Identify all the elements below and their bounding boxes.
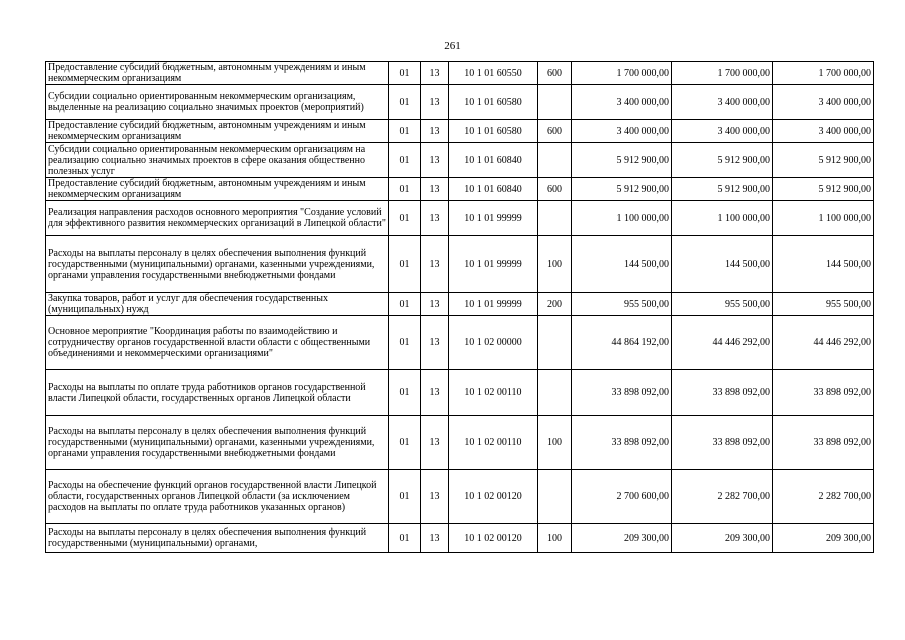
- row-amount-3-cell: 955 500,00: [773, 293, 874, 316]
- page-number: 261: [444, 40, 461, 52]
- row-section-cell: 01: [389, 316, 421, 370]
- row-subsection-cell: 13: [421, 62, 449, 85]
- row-amount-1-cell: 1 700 000,00: [572, 62, 672, 85]
- row-section-cell: 01: [389, 143, 421, 178]
- table-row: [46, 120, 874, 143]
- row-section-cell: 01: [389, 178, 421, 201]
- row-section-cell: 01: [389, 201, 421, 236]
- row-name-cell: Предоставление субсидий бюджетным, автономным учреждениям и иным некоммерческим организациям: [46, 178, 389, 201]
- row-section-cell: 01: [389, 85, 421, 120]
- row-expense-type-cell: 600: [538, 178, 572, 201]
- row-name-cell: Субсидии социально ориентированным некоммерческим организациям на реализацию социально значимых проектов в сфере оказания общественно полезных услуг: [46, 143, 389, 178]
- table-row: [46, 293, 874, 316]
- row-expense-type-cell: 200: [538, 293, 572, 316]
- row-target-article-cell: 10 1 01 60580: [449, 120, 538, 143]
- row-amount-1-cell: 33 898 092,00: [572, 416, 672, 470]
- row-name-cell: Расходы на выплаты по оплате труда работников органов государственной власти Липецкой области, государственных органов Липецкой области: [46, 370, 389, 416]
- row-section-cell: 01: [389, 293, 421, 316]
- table-row: [46, 470, 874, 524]
- row-subsection-cell: 13: [421, 524, 449, 553]
- row-amount-2-cell: 955 500,00: [672, 293, 773, 316]
- row-expense-type-cell: 100: [538, 416, 572, 470]
- row-subsection-cell: 13: [421, 293, 449, 316]
- row-expense-type-cell: [538, 370, 572, 416]
- row-amount-2-cell: 2 282 700,00: [672, 470, 773, 524]
- row-amount-3-cell: 3 400 000,00: [773, 120, 874, 143]
- row-expense-type-cell: [538, 143, 572, 178]
- row-name-cell: Расходы на обеспечение функций органов государственной власти Липецкой области, государственных органов Липецкой области (за исключением расходов на выплаты по оплате труда работников указанных органов): [46, 470, 389, 524]
- row-amount-1-cell: 5 912 900,00: [572, 178, 672, 201]
- row-amount-3-cell: 209 300,00: [773, 524, 874, 553]
- row-expense-type-cell: [538, 316, 572, 370]
- table-row: [46, 416, 874, 470]
- row-amount-1-cell: 209 300,00: [572, 524, 672, 553]
- row-amount-2-cell: 5 912 900,00: [672, 178, 773, 201]
- row-amount-3-cell: 3 400 000,00: [773, 85, 874, 120]
- row-name-cell: Предоставление субсидий бюджетным, автономным учреждениям и иным некоммерческим организациям: [46, 62, 389, 85]
- table-row: [46, 178, 874, 201]
- row-amount-2-cell: 3 400 000,00: [672, 120, 773, 143]
- row-subsection-cell: 13: [421, 470, 449, 524]
- row-expense-type-cell: 100: [538, 524, 572, 553]
- row-amount-2-cell: 5 912 900,00: [672, 143, 773, 178]
- row-target-article-cell: 10 1 01 99999: [449, 293, 538, 316]
- row-amount-3-cell: 144 500,00: [773, 236, 874, 293]
- row-target-article-cell: 10 1 01 60580: [449, 85, 538, 120]
- row-section-cell: 01: [389, 416, 421, 470]
- row-section-cell: 01: [389, 62, 421, 85]
- row-subsection-cell: 13: [421, 370, 449, 416]
- row-section-cell: 01: [389, 236, 421, 293]
- row-target-article-cell: 10 1 01 60550: [449, 62, 538, 85]
- row-amount-3-cell: 33 898 092,00: [773, 416, 874, 470]
- row-amount-1-cell: 955 500,00: [572, 293, 672, 316]
- row-target-article-cell: 10 1 02 00000: [449, 316, 538, 370]
- row-amount-2-cell: 33 898 092,00: [672, 370, 773, 416]
- row-target-article-cell: 10 1 01 99999: [449, 201, 538, 236]
- row-amount-1-cell: 144 500,00: [572, 236, 672, 293]
- row-amount-3-cell: 2 282 700,00: [773, 470, 874, 524]
- row-subsection-cell: 13: [421, 236, 449, 293]
- row-name-cell: Основное мероприятие "Координация работы по взаимодействию и сотрудничеству органов государственной власти области с общественными объединениями и некоммерческими организациями": [46, 316, 389, 370]
- row-amount-2-cell: 209 300,00: [672, 524, 773, 553]
- row-name-cell: Расходы на выплаты персоналу в целях обеспечения выполнения функций государственными (муниципальными) органами, казенными учреждениями, органами управления государственными внебюджетными фондами: [46, 236, 389, 293]
- row-expense-type-cell: [538, 85, 572, 120]
- row-subsection-cell: 13: [421, 178, 449, 201]
- row-amount-1-cell: 33 898 092,00: [572, 370, 672, 416]
- row-amount-3-cell: 33 898 092,00: [773, 370, 874, 416]
- row-amount-1-cell: 5 912 900,00: [572, 143, 672, 178]
- row-expense-type-cell: 100: [538, 236, 572, 293]
- table-row: [46, 62, 874, 85]
- row-amount-1-cell: 2 700 600,00: [572, 470, 672, 524]
- row-amount-3-cell: 1 700 000,00: [773, 62, 874, 85]
- row-target-article-cell: 10 1 01 60840: [449, 143, 538, 178]
- budget-table: [45, 61, 874, 553]
- row-target-article-cell: 10 1 02 00120: [449, 524, 538, 553]
- row-target-article-cell: 10 1 02 00110: [449, 416, 538, 470]
- row-subsection-cell: 13: [421, 416, 449, 470]
- row-amount-2-cell: 1 100 000,00: [672, 201, 773, 236]
- row-amount-2-cell: 1 700 000,00: [672, 62, 773, 85]
- row-name-cell: Реализация направления расходов основного мероприятия "Создание условий для эффективного развития некоммерческих организаций в Липецкой области": [46, 201, 389, 236]
- row-name-cell: Закупка товаров, работ и услуг для обеспечения государственных (муниципальных) нужд: [46, 293, 389, 316]
- row-name-cell: Расходы на выплаты персоналу в целях обеспечения выполнения функций государственными (муниципальными) органами,: [46, 524, 389, 553]
- table-row: [46, 316, 874, 370]
- row-amount-1-cell: 1 100 000,00: [572, 201, 672, 236]
- row-section-cell: 01: [389, 524, 421, 553]
- row-section-cell: 01: [389, 370, 421, 416]
- row-subsection-cell: 13: [421, 316, 449, 370]
- row-name-cell: Субсидии социально ориентированным некоммерческим организациям, выделенные на реализацию социально значимых проектов (мероприятий): [46, 85, 389, 120]
- row-subsection-cell: 13: [421, 201, 449, 236]
- row-name-cell: Расходы на выплаты персоналу в целях обеспечения выполнения функций государственными (муниципальными) органами, казенными учреждениями, органами управления государственными внебюджетными фондами: [46, 416, 389, 470]
- row-subsection-cell: 13: [421, 143, 449, 178]
- row-expense-type-cell: [538, 470, 572, 524]
- row-subsection-cell: 13: [421, 85, 449, 120]
- row-amount-2-cell: 44 446 292,00: [672, 316, 773, 370]
- row-amount-2-cell: 3 400 000,00: [672, 85, 773, 120]
- table-row: [46, 370, 874, 416]
- row-section-cell: 01: [389, 120, 421, 143]
- row-target-article-cell: 10 1 01 99999: [449, 236, 538, 293]
- table-row: [46, 85, 874, 120]
- table-row: [46, 524, 874, 553]
- row-amount-2-cell: 33 898 092,00: [672, 416, 773, 470]
- row-amount-1-cell: 3 400 000,00: [572, 85, 672, 120]
- table-row: [46, 143, 874, 178]
- row-target-article-cell: 10 1 02 00110: [449, 370, 538, 416]
- row-amount-2-cell: 144 500,00: [672, 236, 773, 293]
- row-amount-3-cell: 5 912 900,00: [773, 178, 874, 201]
- row-amount-3-cell: 44 446 292,00: [773, 316, 874, 370]
- row-amount-3-cell: 5 912 900,00: [773, 143, 874, 178]
- table-row: [46, 236, 874, 293]
- row-amount-3-cell: 1 100 000,00: [773, 201, 874, 236]
- row-subsection-cell: 13: [421, 120, 449, 143]
- row-section-cell: 01: [389, 470, 421, 524]
- table-row: [46, 201, 874, 236]
- row-target-article-cell: 10 1 02 00120: [449, 470, 538, 524]
- row-amount-1-cell: 3 400 000,00: [572, 120, 672, 143]
- row-expense-type-cell: 600: [538, 120, 572, 143]
- row-expense-type-cell: [538, 201, 572, 236]
- row-amount-1-cell: 44 864 192,00: [572, 316, 672, 370]
- row-name-cell: Предоставление субсидий бюджетным, автономным учреждениям и иным некоммерческим организациям: [46, 120, 389, 143]
- row-target-article-cell: 10 1 01 60840: [449, 178, 538, 201]
- row-expense-type-cell: 600: [538, 62, 572, 85]
